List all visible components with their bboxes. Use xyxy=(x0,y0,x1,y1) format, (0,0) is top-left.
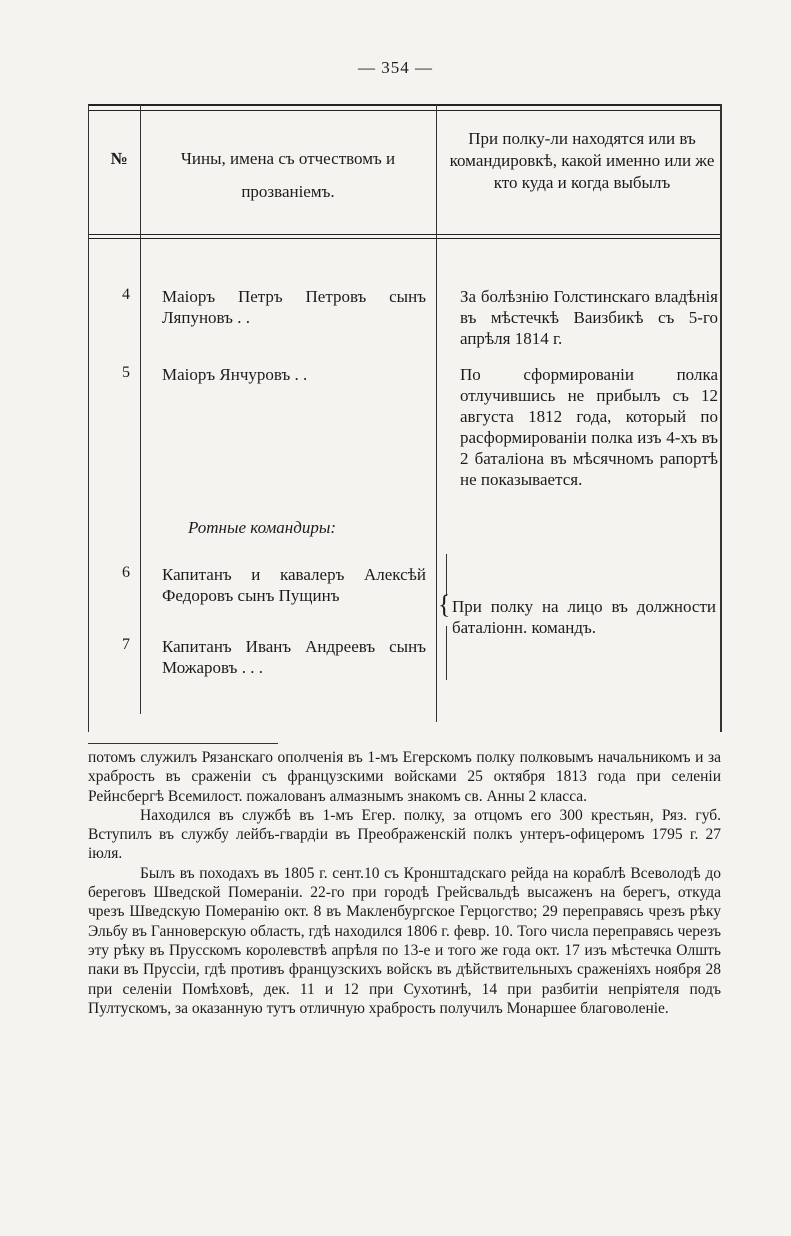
header-names: Чины, имена съ отчествомъ и прозванiемъ. xyxy=(180,149,396,201)
footnote-rule xyxy=(88,743,278,744)
row-name: Маiоръ Янчуровъ . . xyxy=(162,365,308,384)
row-status: По сформированiи полка отлучившись не прибылъ съ 12 августа 1812 года, который по расформированiи полка изъ 4-хъ въ 2 баталiона въ мѣсячномъ рапортѣ не показывается. xyxy=(460,365,718,489)
footnote-paragraph: потомъ служилъ Рязанскаго ополченiя въ 1-мъ Егерскомъ полку полковымъ начальникомъ и за храбрость въ сраженiи съ французскими войсками 25 октября 1813 года при селенiи Рейнсбергѣ Всемилост. пожалованъ алмазнымъ знакомъ св. Анны 2 класса. xyxy=(88,749,721,805)
footnote-paragraph: Былъ въ походахъ въ 1805 г. сент.10 съ Кронштадскаго рейда на кораблѣ Всеволодѣ до береговъ Шведской Померанiи. 22-го при городѣ Грейсвальдѣ высаженъ на берегъ, откуда чрезъ Шведскую Померанiю окт. 8 въ Макленбургское Герцогство; 29 переправясь чрезъ рѣку Эльбу въ Ганноверскую область, гдѣ находился 1806 г. февр. 10. Того числа переправясь черезъ эту рѣку въ Прусскомъ королевствѣ апрѣля по 13-е и того же года окт. 17 изъ мѣстечка Олшть паки въ Пруссiи, гдѣ противъ французскихъ войскъ въ дѣйствительныхъ сраженiяхъ ноября 28 при селенiи Помѣховѣ, дек. 11 и 12 при Сухотинѣ, 14 при разбитiи непрiятеля подъ Пултускомъ, за оказанную тутъ отличную храбрость получилъ Монаршее благоволенiе. xyxy=(88,864,721,1017)
table-top-rule-thin xyxy=(88,110,721,111)
register-table xyxy=(88,104,721,732)
footnote xyxy=(88,748,721,1018)
footnote-paragraph: Находился въ службѣ въ 1-мъ Егер. полку, за отцомъ его 300 крестьян, Ряз. губ. Вступилъ въ службу лейбъ-гвардiи въ Преображенскiй полкъ унтеръ-офицеромъ 1795 г. 27 iюля. xyxy=(88,806,721,863)
header-bottom-rule-2 xyxy=(88,238,721,239)
table-right-border xyxy=(720,104,722,732)
table-left-border xyxy=(88,104,89,732)
brace-mark: { xyxy=(438,590,451,619)
row-status: За болѣзнiю Голстинскаго владѣнiя въ мѣстечкѣ Ваизбикѣ съ 5-го апрѣля 1814 г. xyxy=(460,287,718,348)
row-number: 7 xyxy=(122,636,130,653)
row-number: 4 xyxy=(122,286,130,303)
table-top-rule xyxy=(88,104,721,106)
header-number: № xyxy=(110,149,128,168)
row-name: Маiоръ Петръ Петровъ сынъ Ляпуновъ . . xyxy=(162,287,426,327)
shared-status: При полку на лицо въ должности баталiонн. командъ. xyxy=(452,597,716,637)
section-subheading: Ротные командиры: xyxy=(188,518,337,537)
row-number: 6 xyxy=(122,564,130,581)
row-number: 5 xyxy=(122,364,130,381)
brace-line-lower xyxy=(446,626,447,680)
row-name: Капитанъ Иванъ Андреевъ сынъ Можаровъ . . . xyxy=(162,637,426,677)
page-number: — 354 — xyxy=(358,58,433,77)
row-name: Капитанъ и кавалеръ Алексѣй Федоровъ сынъ Пущинъ xyxy=(162,565,426,605)
header-bottom-rule xyxy=(88,234,721,235)
header-status: При полку-ли находятся или въ командировкѣ, какой именно или же кто куда и когда выбылъ xyxy=(449,129,715,192)
column-divider-1 xyxy=(140,104,141,714)
column-divider-2 xyxy=(436,104,437,722)
